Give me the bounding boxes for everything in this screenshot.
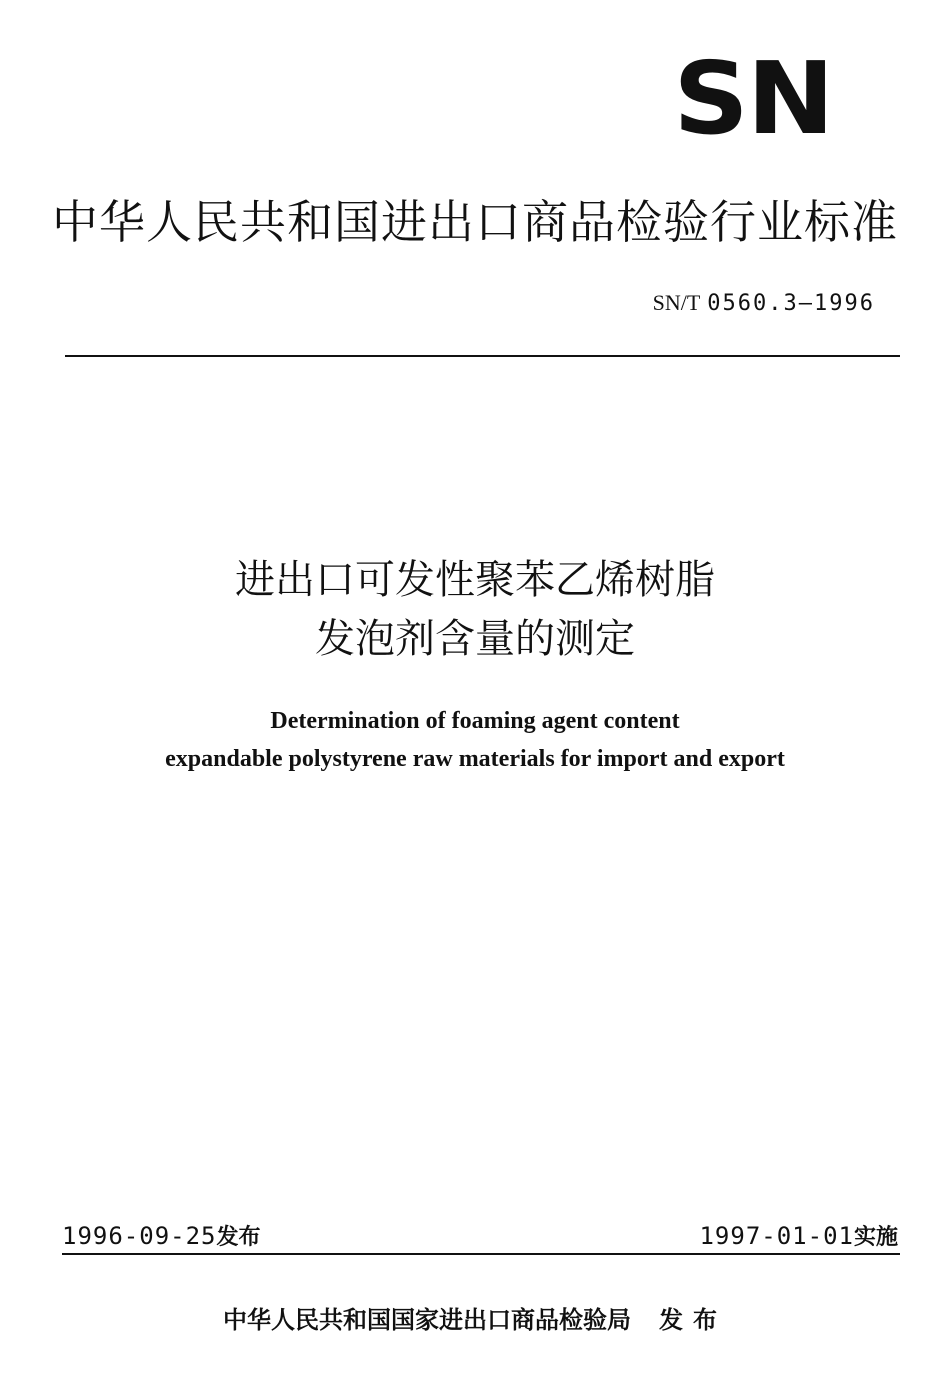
issue-date: 1996-09-25 bbox=[62, 1222, 217, 1250]
chinese-title-line-1: 进出口可发性聚苯乙烯树脂 bbox=[235, 557, 715, 603]
standard-category-title: 中华人民共和国进出口商品检验行业标准 bbox=[52, 195, 898, 249]
effective-date: 1997-01-01 bbox=[699, 1222, 854, 1250]
standard-number-prefix: SN/T bbox=[652, 290, 701, 315]
issuer-name: 中华人民共和国国家进出口商品检验局 bbox=[223, 1306, 631, 1334]
english-title-line-2: expandable polystyrene raw materials for import and export bbox=[165, 746, 785, 772]
english-title-line-1: Determination of foaming agent content bbox=[270, 708, 680, 734]
effective-date-block bbox=[699, 1220, 898, 1254]
sn-logo-text: SN bbox=[673, 40, 833, 157]
standard-number-value: 0560.3—1996 bbox=[707, 291, 875, 316]
issue-date-block bbox=[62, 1220, 261, 1254]
issue-label: 发布 bbox=[216, 1225, 261, 1250]
issuer-action: 发布 bbox=[659, 1306, 727, 1334]
chinese-title-line-2: 发泡剂含量的测定 bbox=[315, 616, 635, 662]
top-divider bbox=[65, 355, 900, 357]
effective-label: 实施 bbox=[853, 1225, 898, 1250]
sn-logo bbox=[668, 40, 838, 157]
bottom-divider bbox=[62, 1253, 900, 1255]
issuer-line bbox=[0, 1302, 950, 1338]
standard-number bbox=[653, 288, 875, 319]
